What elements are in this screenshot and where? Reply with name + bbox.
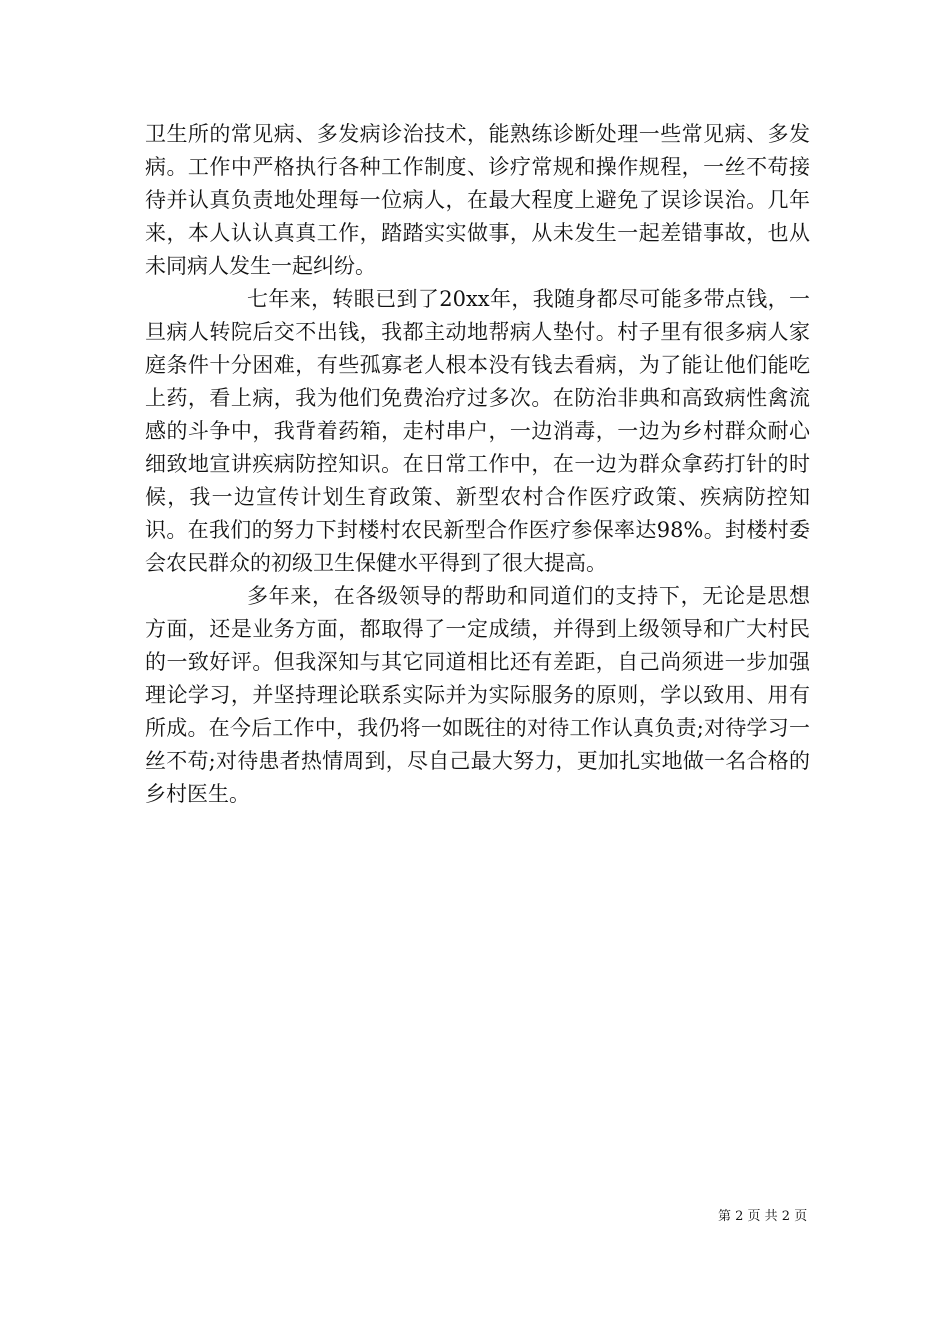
paragraph-1: 卫生所的常见病、多发病诊治技术，能熟练诊断处理一些常见病、多发病。工作中严格执行各种工作制度、诊疗常规和操作规程，一丝不苟接待并认真负责地处理每一位病人，在最大程度上避免了误诊误治。几年来，本人认认真真工作，踏踏实实做事，从未发生一起差错事故，也从未同病人发生一起纠纷。 (145, 122, 810, 278)
page-number: 第 2 页 共 2 页 (718, 1209, 808, 1224)
paragraph-3: 多年来，在各级领导的帮助和同道们的支持下，无论是思想方面，还是业务方面，都取得了一定成绩，并得到上级领导和广大村民的一致好评。但我深知与其它同道相比还有差距，自己尚须进一步加强理论学习，并坚持理论联系实际并为实际服务的原则，学以致用、用有所成。在今后工作中，我仍将一如既往的对待工作认真负责;对待学习一丝不苟;对待患者热情周到，尽自己最大努力，更加扎实地做一名合格的乡村医生。 (145, 584, 810, 806)
paragraph-2: 七年来，转眼已到了20xx年，我随身都尽可能多带点钱，一旦病人转院后交不出钱，我都主动地帮病人垫付。村子里有很多病人家庭条件十分困难，有些孤寡老人根本没有钱去看病，为了能让他们能吃上药，看上病，我为他们免费治疗过多次。在防治非典和高致病性禽流感的斗争中，我背着药箱，走村串户，一边消毒，一边为乡村群众耐心细致地宣讲疾病防控知识。在日常工作中，在一边为群众拿药打针的时候，我一边宣传计划生育政策、新型农村合作医疗政策、疾病防控知识。在我们的努力下封楼村农民新型合作医疗参保率达98%。封楼村委会农民群众的初级卫生保健水平得到了很大提高。 (145, 287, 810, 575)
document-body (145, 118, 810, 811)
